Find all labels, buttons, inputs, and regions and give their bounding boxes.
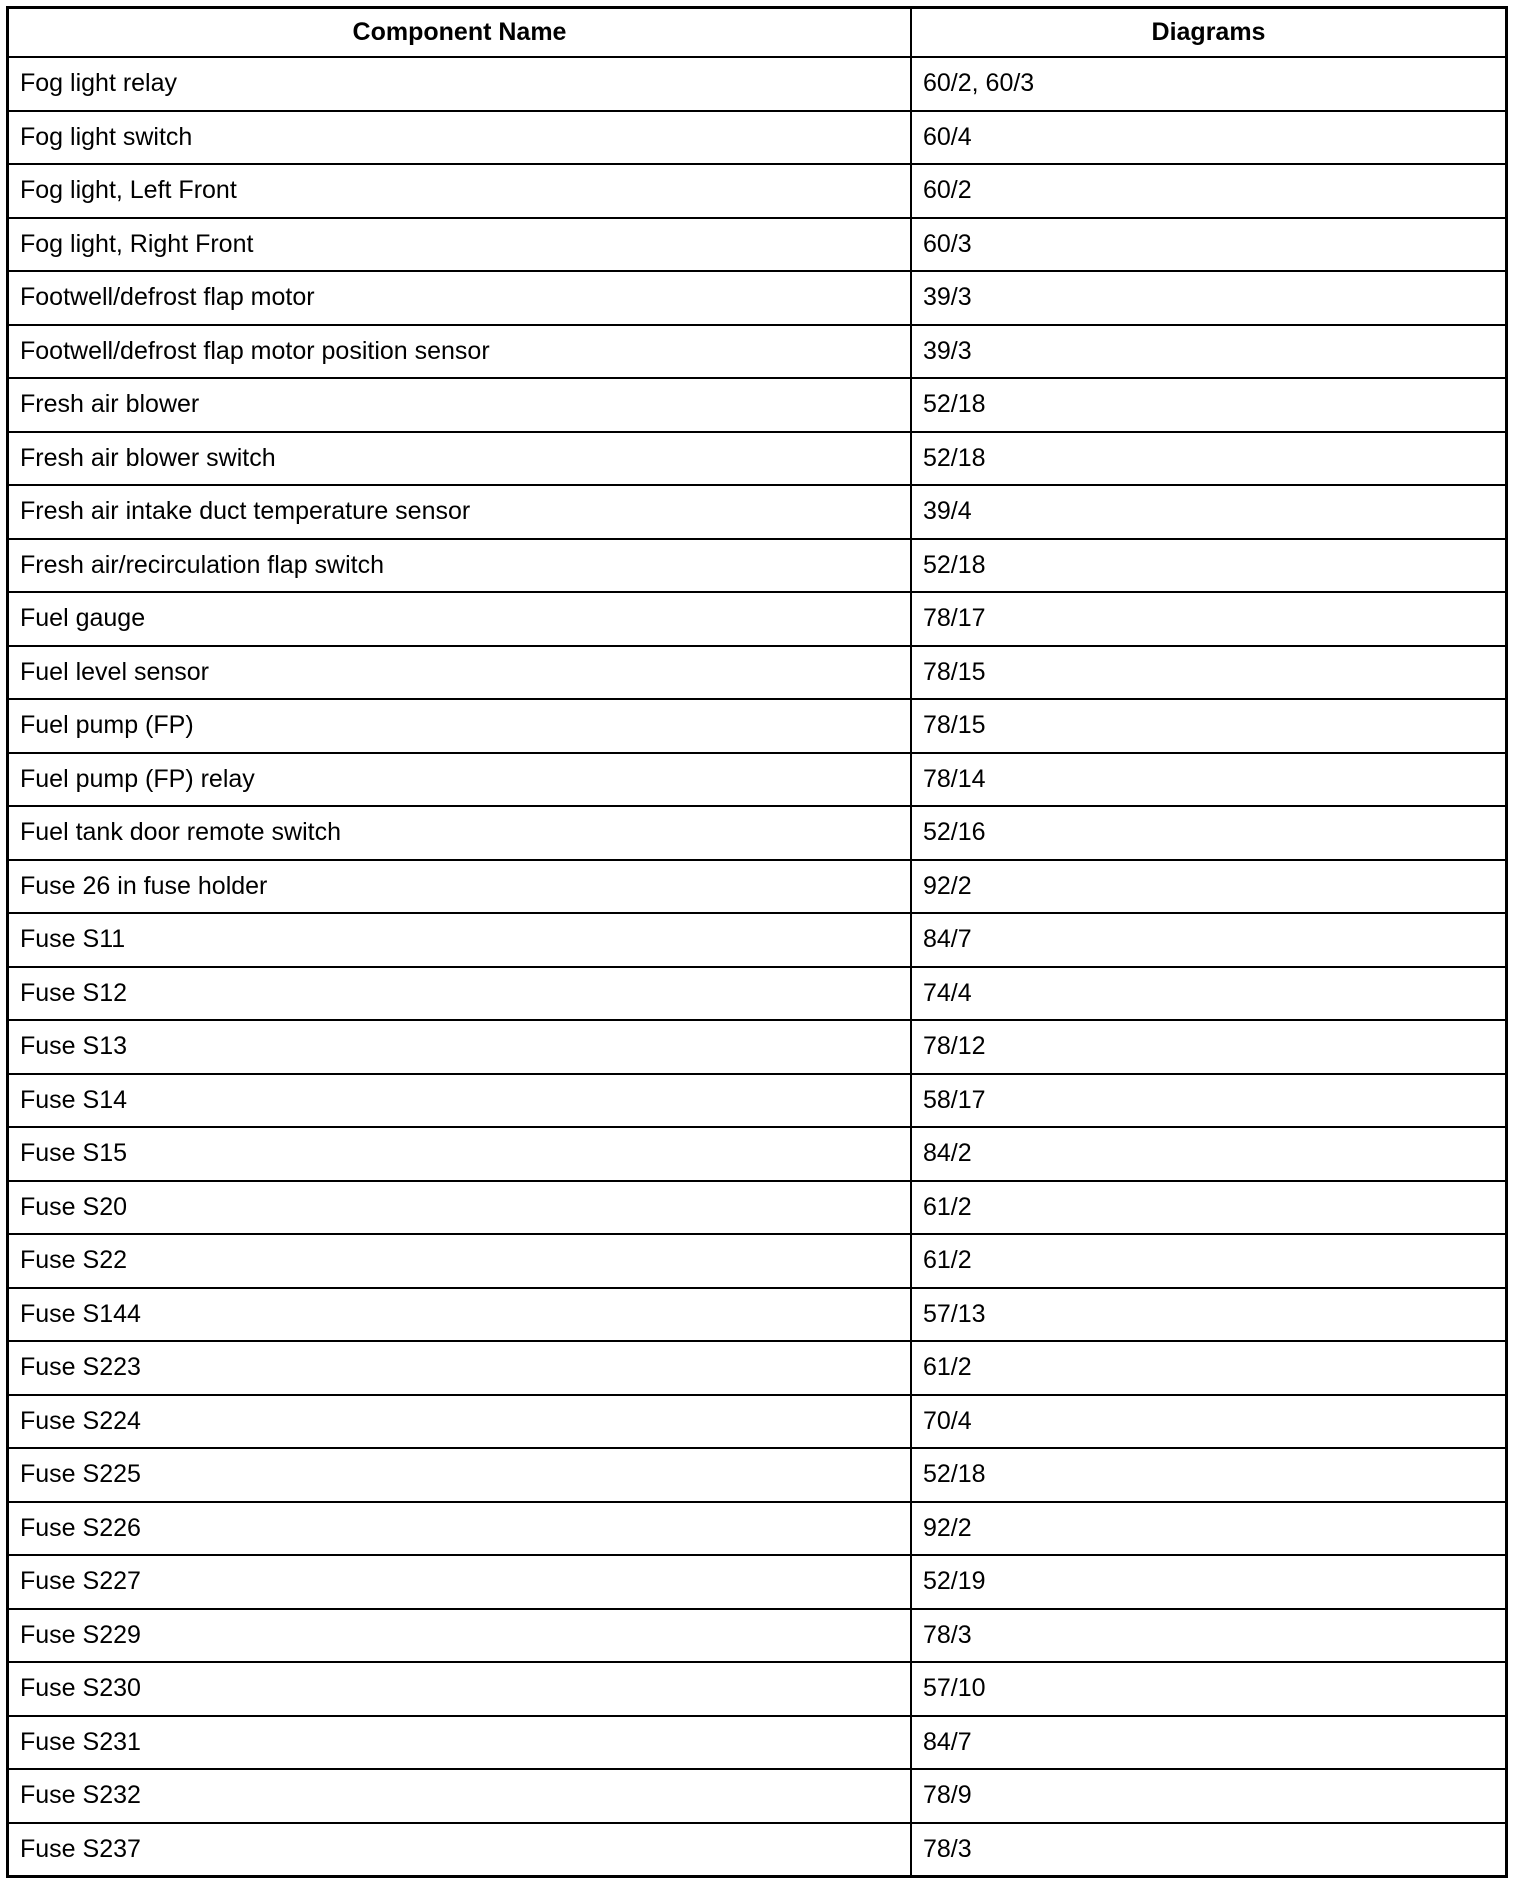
diagrams-cell: 78/15 bbox=[911, 646, 1505, 700]
diagrams-cell: 84/7 bbox=[911, 1716, 1505, 1770]
component-name-cell: Fog light, Right Front bbox=[9, 218, 911, 272]
table-row bbox=[9, 1074, 1505, 1128]
component-name-cell: Fuel pump (FP) relay bbox=[9, 753, 911, 807]
diagrams-cell: 52/16 bbox=[911, 806, 1505, 860]
diagrams-cell: 92/2 bbox=[911, 1502, 1505, 1556]
diagrams-cell: 52/18 bbox=[911, 378, 1505, 432]
component-name-cell: Fuse S20 bbox=[9, 1181, 911, 1235]
diagrams-cell: 52/18 bbox=[911, 1448, 1505, 1502]
diagrams-cell: 70/4 bbox=[911, 1395, 1505, 1449]
component-name-cell: Fuse S237 bbox=[9, 1823, 911, 1876]
diagrams-cell: 84/2 bbox=[911, 1127, 1505, 1181]
table-row bbox=[9, 1769, 1505, 1823]
table-row bbox=[9, 1823, 1505, 1876]
diagrams-cell: 39/4 bbox=[911, 485, 1505, 539]
column-header-component-name: Component Name bbox=[9, 9, 911, 57]
table-row bbox=[9, 967, 1505, 1021]
diagrams-cell: 78/14 bbox=[911, 753, 1505, 807]
diagrams-cell: 60/2 bbox=[911, 164, 1505, 218]
component-name-cell: Fog light, Left Front bbox=[9, 164, 911, 218]
component-name-cell: Fuse S13 bbox=[9, 1020, 911, 1074]
component-name-cell: Fuel gauge bbox=[9, 592, 911, 646]
diagrams-cell: 57/13 bbox=[911, 1288, 1505, 1342]
component-name-cell: Fuse S225 bbox=[9, 1448, 911, 1502]
diagrams-cell: 78/17 bbox=[911, 592, 1505, 646]
diagrams-cell: 61/2 bbox=[911, 1234, 1505, 1288]
table-row bbox=[9, 1341, 1505, 1395]
component-name-cell: Fuse S11 bbox=[9, 913, 911, 967]
table-row bbox=[9, 1609, 1505, 1663]
component-name-cell: Fuse S22 bbox=[9, 1234, 911, 1288]
component-name-cell: Fresh air intake duct temperature sensor bbox=[9, 485, 911, 539]
diagrams-cell: 92/2 bbox=[911, 860, 1505, 914]
table-row bbox=[9, 1181, 1505, 1235]
component-name-cell: Fresh air blower bbox=[9, 378, 911, 432]
diagrams-cell: 78/3 bbox=[911, 1823, 1505, 1876]
diagrams-cell: 58/17 bbox=[911, 1074, 1505, 1128]
component-name-cell: Fuse S15 bbox=[9, 1127, 911, 1181]
diagrams-cell: 78/15 bbox=[911, 699, 1505, 753]
diagrams-cell: 39/3 bbox=[911, 325, 1505, 379]
diagrams-cell: 52/18 bbox=[911, 539, 1505, 593]
diagrams-cell: 60/4 bbox=[911, 111, 1505, 165]
table-row bbox=[9, 164, 1505, 218]
component-name-cell: Fresh air blower switch bbox=[9, 432, 911, 486]
component-diagram-table bbox=[6, 6, 1508, 1878]
component-name-cell: Fuse S226 bbox=[9, 1502, 911, 1556]
table-row bbox=[9, 699, 1505, 753]
table-row bbox=[9, 592, 1505, 646]
table-row bbox=[9, 753, 1505, 807]
table-row bbox=[9, 860, 1505, 914]
table-row bbox=[9, 1502, 1505, 1556]
diagrams-cell: 60/2, 60/3 bbox=[911, 57, 1505, 111]
diagrams-cell: 52/19 bbox=[911, 1555, 1505, 1609]
table-row bbox=[9, 1234, 1505, 1288]
table-row bbox=[9, 218, 1505, 272]
table-row bbox=[9, 1020, 1505, 1074]
component-name-cell: Fog light relay bbox=[9, 57, 911, 111]
table-row bbox=[9, 485, 1505, 539]
column-header-diagrams: Diagrams bbox=[911, 9, 1505, 57]
diagrams-cell: 52/18 bbox=[911, 432, 1505, 486]
table-row bbox=[9, 1288, 1505, 1342]
component-name-cell: Fresh air/recirculation flap switch bbox=[9, 539, 911, 593]
table-row bbox=[9, 1448, 1505, 1502]
component-name-cell: Fog light switch bbox=[9, 111, 911, 165]
component-name-cell: Fuel level sensor bbox=[9, 646, 911, 700]
component-name-cell: Footwell/defrost flap motor position sensor bbox=[9, 325, 911, 379]
table-row bbox=[9, 539, 1505, 593]
table-row bbox=[9, 1395, 1505, 1449]
component-name-cell: Fuse S232 bbox=[9, 1769, 911, 1823]
component-name-cell: Fuel pump (FP) bbox=[9, 699, 911, 753]
diagrams-cell: 39/3 bbox=[911, 271, 1505, 325]
diagrams-cell: 84/7 bbox=[911, 913, 1505, 967]
component-name-cell: Footwell/defrost flap motor bbox=[9, 271, 911, 325]
diagrams-cell: 78/12 bbox=[911, 1020, 1505, 1074]
table-row bbox=[9, 432, 1505, 486]
table-row bbox=[9, 913, 1505, 967]
diagrams-cell: 61/2 bbox=[911, 1341, 1505, 1395]
table-row bbox=[9, 1127, 1505, 1181]
table bbox=[9, 9, 1505, 1875]
table-row bbox=[9, 1662, 1505, 1716]
table-row bbox=[9, 646, 1505, 700]
diagrams-cell: 61/2 bbox=[911, 1181, 1505, 1235]
table-row bbox=[9, 57, 1505, 111]
component-name-cell: Fuse S144 bbox=[9, 1288, 911, 1342]
component-name-cell: Fuse S230 bbox=[9, 1662, 911, 1716]
table-row bbox=[9, 325, 1505, 379]
component-name-cell: Fuse S223 bbox=[9, 1341, 911, 1395]
component-name-cell: Fuse S224 bbox=[9, 1395, 911, 1449]
table-row bbox=[9, 111, 1505, 165]
diagrams-cell: 60/3 bbox=[911, 218, 1505, 272]
table-row bbox=[9, 1555, 1505, 1609]
diagrams-cell: 74/4 bbox=[911, 967, 1505, 1021]
component-name-cell: Fuel tank door remote switch bbox=[9, 806, 911, 860]
component-name-cell: Fuse S231 bbox=[9, 1716, 911, 1770]
component-name-cell: Fuse S12 bbox=[9, 967, 911, 1021]
table-row bbox=[9, 271, 1505, 325]
component-name-cell: Fuse 26 in fuse holder bbox=[9, 860, 911, 914]
component-name-cell: Fuse S229 bbox=[9, 1609, 911, 1663]
table-row bbox=[9, 806, 1505, 860]
diagrams-cell: 57/10 bbox=[911, 1662, 1505, 1716]
header-row bbox=[9, 9, 1505, 57]
diagrams-cell: 78/9 bbox=[911, 1769, 1505, 1823]
diagrams-cell: 78/3 bbox=[911, 1609, 1505, 1663]
table-body bbox=[9, 57, 1505, 1875]
component-name-cell: Fuse S227 bbox=[9, 1555, 911, 1609]
table-row bbox=[9, 378, 1505, 432]
component-name-cell: Fuse S14 bbox=[9, 1074, 911, 1128]
table-row bbox=[9, 1716, 1505, 1770]
